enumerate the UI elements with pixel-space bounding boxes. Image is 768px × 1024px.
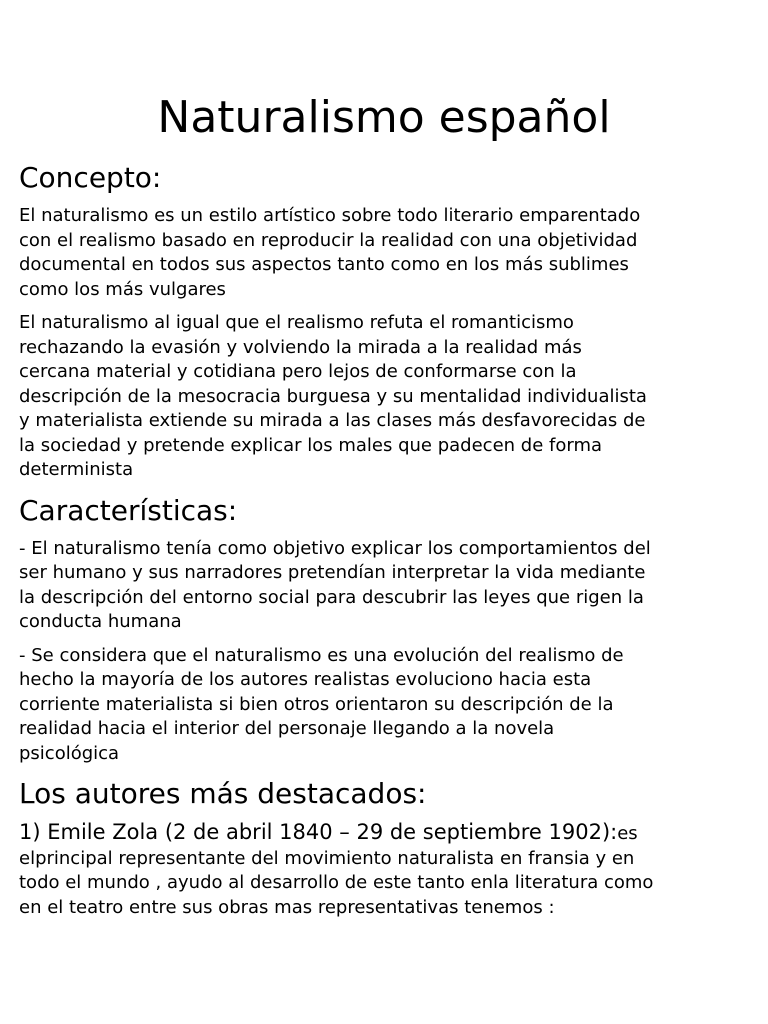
text-fragment: es [617,823,638,844]
text-line: El naturalismo es un estilo artístico sobre todo literario emparentado [19,205,641,226]
document-body [19,158,754,920]
text-line: en el teatro entre sus obras mas representativas tenemos : [19,896,555,918]
paragraph-caracteristicas-2 [19,644,754,767]
text-line: ser humano y sus narradores pretendían interpretar la vida mediante [19,562,646,583]
text-line: hecho la mayoría de los autores realistas evoluciono hacia esta [19,669,592,690]
text-line: - El naturalismo tenía como objetivo explicar los comportamientos del [19,537,651,559]
text-line: psicológica [19,742,120,764]
text-line: documental en todos sus aspectos tanto como en los más sublimes [19,254,629,275]
page-title: Naturalismo español [157,92,611,143]
text-line: como los más vulgares [19,278,226,300]
text-line: El naturalismo al igual que el realismo refuta el romanticismo [19,312,574,333]
paragraph-concepto-1 [19,204,754,302]
text-line: - Se considera que el naturalismo es una evolución del realismo de [19,644,624,666]
section-heading-caracteristicas: Características: [19,493,238,527]
text-line [19,820,754,847]
text-line: determinista [19,459,134,480]
text-line: y materialista extiende su mirada a las clases más desfavorecidas de [19,410,646,431]
paragraph-concepto-2 [19,311,754,483]
text-line: conducta humana [19,611,182,632]
section-heading-concepto: Concepto: [19,161,162,194]
text-line: con el realismo basado en reproducir la realidad con una objetividad [19,229,638,251]
text-line: rechazando la evasión y volviendo la mirada a la realidad más [19,336,582,358]
author-heading-zola: 1) Emile Zola (2 de abril 1840 – 29 de septiembre 1902): [19,820,618,844]
text-line: corriente materialista si bien otros orientaron su descripción de la [19,693,614,715]
text-line: elprincipal representante del movimiento naturalista en fransia y en [19,847,635,869]
text-line: cercana material y cotidiana pero lejos de conformarse con la [19,361,577,382]
paragraph-zola [19,820,754,920]
paragraph-caracteristicas-1 [19,537,754,635]
text-line: la descripción del entorno social para descubrir las leyes que rigen la [19,586,644,608]
text-line: la sociedad y pretende explicar los males que padecen de forma [19,434,603,456]
section-heading-autores: Los autores más destacados: [19,777,427,810]
text-line: descripción de la mesocracia burguesa y su mentalidad individualista [19,385,647,407]
text-line: realidad hacia el interior del personaje llegando a la novela [19,718,555,739]
text-line: todo el mundo , ayudo al desarrollo de este tanto enla literatura como [19,872,654,893]
